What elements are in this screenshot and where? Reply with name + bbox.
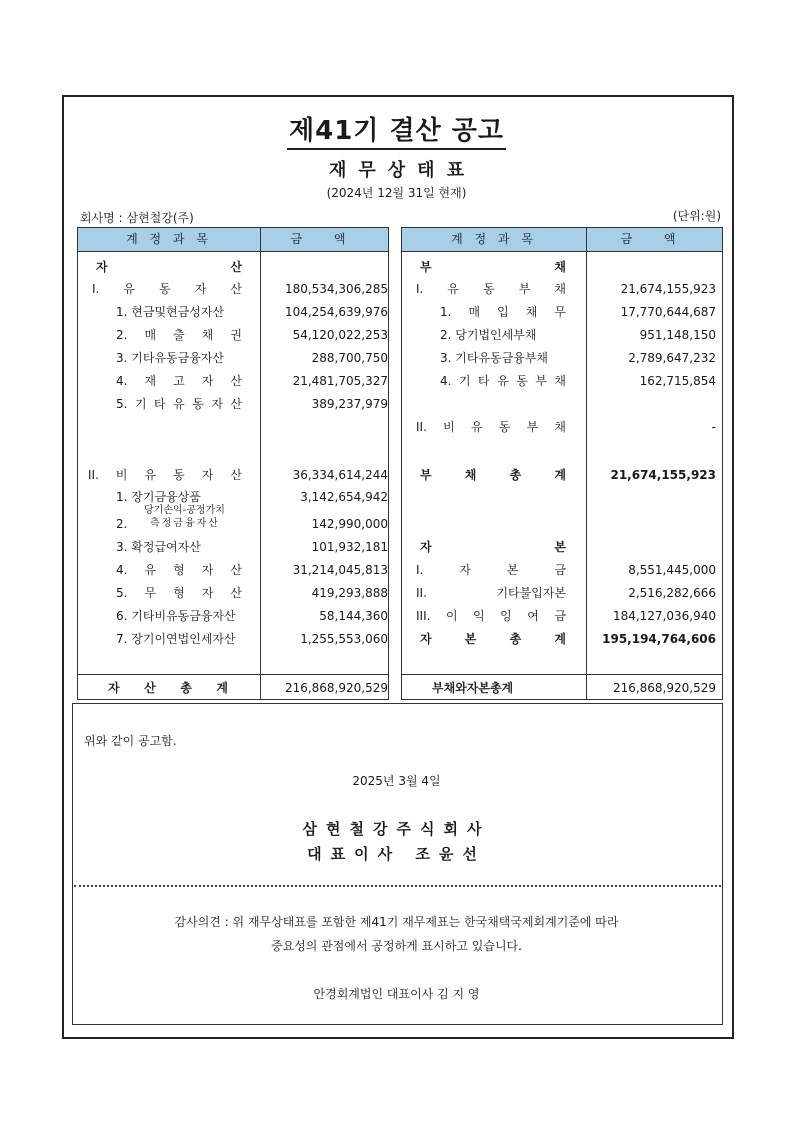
assets-table-header	[78, 228, 388, 252]
table-row: 1. 현금및현금성자산 104,254,639,976	[116, 305, 388, 319]
table-row: 7. 장기이연법인세자산 1,255,553,060	[116, 632, 388, 646]
table-row: 2. 당기법인세부채 951,148,150	[440, 328, 716, 342]
statement-subtitle: 재무상태표	[329, 160, 476, 181]
table-row: I. 자 본 금 8,551,445,000	[416, 563, 716, 577]
table-row: II. 비 유 동 부 채 -	[416, 420, 716, 434]
assets-table	[77, 227, 389, 700]
header-account: 계 정 과 목	[451, 232, 537, 246]
notice-box	[72, 703, 723, 1025]
table-row: 1. 장기금융상품 3,142,654,942	[116, 490, 388, 504]
signer-ceo: 대표이사 조윤선	[307, 845, 486, 863]
table-row: 5. 무 형 자 산 419,293,888	[116, 586, 388, 600]
table-row: 자 본	[420, 540, 566, 554]
liab-equity-total-row: 부채와자본총계 216,868,920,529	[402, 674, 722, 700]
table-row: 부 채	[420, 260, 566, 274]
signer-company: 삼현철강주식회사	[302, 820, 491, 838]
audit-opinion-line2: 중요성의 관점에서 공정하게 표시하고 있습니다.	[271, 939, 522, 953]
table-row: 3. 확정급여자산 101,932,181	[116, 540, 388, 554]
table-row: 4. 유 형 자 산 31,214,045,813	[116, 563, 388, 577]
liab-table-header	[402, 228, 722, 252]
table-row: 3. 기타유동금융부채 2,789,647,232	[440, 351, 716, 365]
notice-text: 위와 같이 공고함.	[84, 734, 177, 748]
table-row: I. 유 동 부 채 21,674,155,923	[416, 282, 716, 296]
table-row: 4. 재 고 자 산 21,481,705,327	[116, 374, 388, 388]
assets-total-row: 자 산 총 계 216,868,920,529	[78, 674, 388, 700]
table-row: III. 이 익 잉 여 금 184,127,036,940	[416, 609, 716, 623]
table-row: 4. 기 타 유 동 부 채 162,715,854	[440, 374, 716, 388]
header-amount: 금 액	[290, 232, 360, 246]
divider	[74, 885, 721, 887]
table-row: 3. 기타유동금융자산 288,700,750	[116, 351, 388, 365]
document-title: 제41기 결산 공고	[0, 110, 793, 147]
table-row: II. 비 유 동 자 산 36,334,614,244	[88, 468, 388, 482]
as-of-date: (2024년 12월 31일 현재)	[326, 186, 467, 200]
table-row: 6. 기타비유동금융자산 58,144,360	[116, 609, 388, 623]
unit-label: (단위:원)	[672, 209, 721, 223]
notice-date: 2025년 3월 4일	[352, 774, 441, 788]
table-row: I. 유 동 자 산 180,534,306,285	[92, 282, 388, 296]
audit-opinion-line1: 감사의견 : 위 재무상태표를 포함한 제41기 재무제표는 한국채택국제회계기준에 따라	[174, 915, 619, 929]
table-row: 2. 당기손익-공정가치 측정금융자산 142,990,000	[116, 505, 388, 531]
table-row: 5. 기 타 유 동 자 산 389,237,979	[116, 397, 388, 411]
header-account: 계 정 과 목	[126, 232, 212, 246]
company-name: 회사명 : 삼현철강(주)	[80, 211, 194, 225]
liabilities-equity-table	[401, 227, 723, 700]
table-row: 자 본 총 계 195,194,764,606	[420, 632, 716, 646]
table-row: 자 산	[96, 260, 242, 274]
table-row: 2. 매 출 채 권 54,120,022,253	[116, 328, 388, 342]
auditor-name: 안경회계법인 대표이사 김 지 영	[313, 987, 480, 1001]
table-row: 1. 매 입 채 무 17,770,644,687	[440, 305, 716, 319]
table-row: 부 채 총 계 21,674,155,923	[420, 468, 716, 482]
table-row: II. 기타불입자본 2,516,282,666	[416, 586, 716, 600]
header-amount: 금 액	[620, 232, 690, 246]
